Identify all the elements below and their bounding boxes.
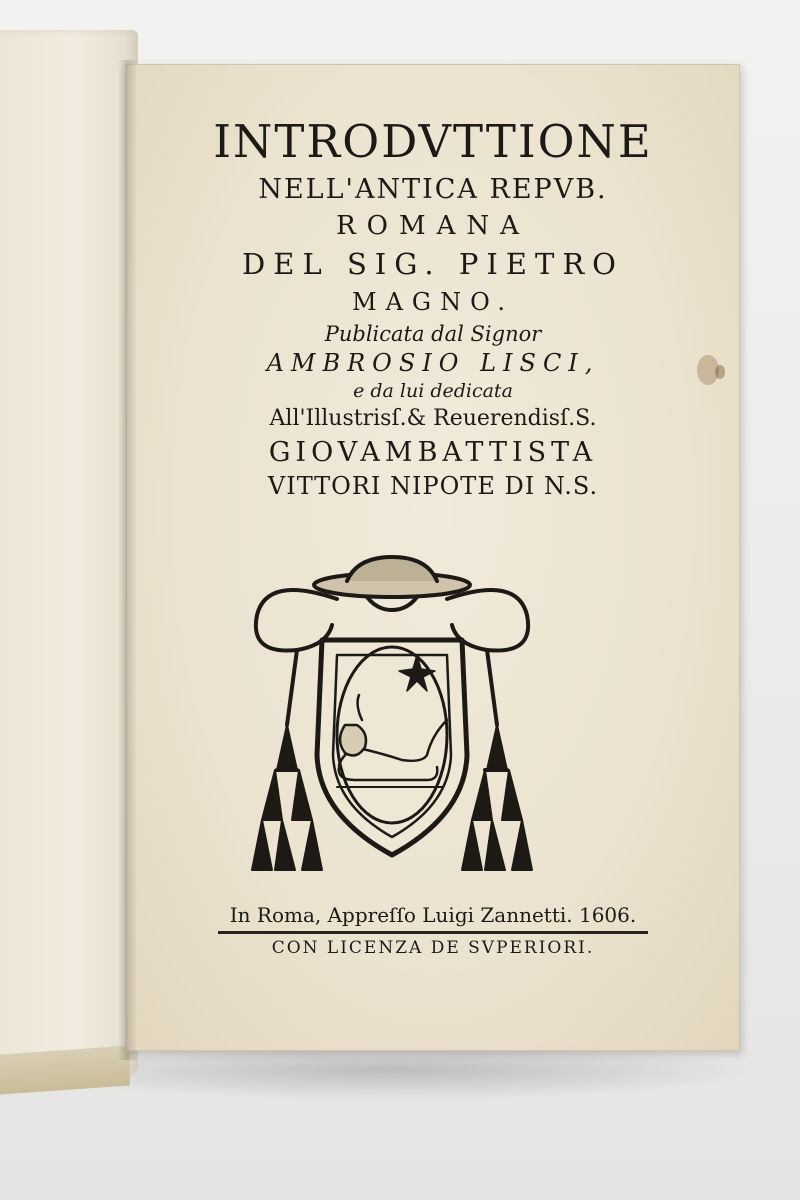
license-line: CON LICENZA DE SVPERIORI. <box>271 938 595 958</box>
tassel-icon <box>252 725 322 870</box>
imprint-line: In Roma, Appreſſo Luigi Zannetti. 1606. <box>229 903 637 927</box>
tassel-icon <box>462 725 532 870</box>
title-text-block <box>127 105 739 500</box>
book-spine-shadow <box>118 60 136 1060</box>
editor-name: AMBROSIO LISCI, <box>266 349 600 378</box>
dedicatee-relation: VITTORI NIPOTE DI N.S. <box>267 472 599 501</box>
publisher-line: Publicata dal Signor <box>324 322 542 347</box>
cardinal-hat-icon <box>314 557 470 610</box>
dedicatee-name: GIOVAMBATTISTA <box>268 436 598 468</box>
imprint-block <box>127 903 739 958</box>
dedication-line: e da lui dedicata <box>353 379 513 402</box>
divider-rule <box>218 931 648 934</box>
author-line-1: DEL SIG. PIETRO <box>242 246 624 281</box>
dedicatee-title: All'Illustrisſ.& Reuerendisſ.S. <box>269 406 597 432</box>
title-page <box>126 64 740 1051</box>
title-line-1: INTRODVTTIONE <box>213 115 653 168</box>
coat-of-arms-icon <box>227 555 547 885</box>
title-line-3: ROMANA <box>336 211 530 242</box>
author-line-2: MAGNO. <box>352 287 514 316</box>
title-line-2: NELL'ANTICA REPVB. <box>258 173 608 205</box>
